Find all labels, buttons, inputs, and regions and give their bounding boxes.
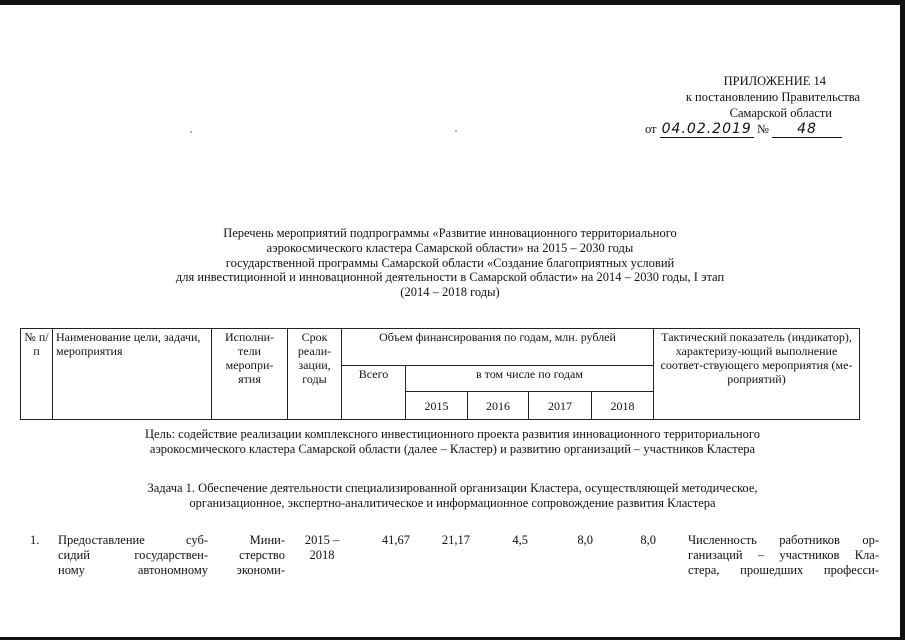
- header-total: Всего: [342, 366, 406, 420]
- row-executor: [217, 533, 285, 578]
- row-term-line-1: 2015 –: [304, 533, 340, 547]
- row-name-line-3: ному автономному: [58, 563, 208, 577]
- header-financing: Объем финансирования по годам, млн. рублей: [342, 329, 654, 366]
- header-indicator: Тактический показатель (индикатор), характеризу-ющий выполнение соответ-ствующего мероприятия (ме-роприятий): [654, 329, 860, 420]
- title-line-4: для инвестиционной и инновационной деятельности в Самарской области» на 2014 – 2030 годы, I этап: [175, 270, 725, 285]
- row-name-line-1: Предоставление суб-: [58, 533, 208, 547]
- header-term: Срок реали-зации, годы: [288, 329, 342, 420]
- row-name-line-2: сидий государствен-: [58, 548, 208, 562]
- goal-line-2: аэрокосмического кластера Самарской области (далее – Кластер) и развитию организаций – участников Кластера: [149, 441, 756, 456]
- title-line-2: аэрокосмического кластера Самарской области» на 2015 – 2030 годы: [266, 240, 634, 255]
- scan-speck: [190, 131, 192, 133]
- row-2017: 8,0: [577, 533, 593, 547]
- appendix-title: ПРИЛОЖЕНИЕ 14: [723, 74, 826, 88]
- title-line-3: государственной программы Самарской области «Создание благоприятных условий: [225, 255, 675, 270]
- appendix-resolution: к постановлению Правительства: [685, 90, 860, 104]
- row-term: [296, 533, 348, 563]
- row-2018: 8,0: [640, 533, 656, 547]
- scan-speck: [455, 130, 457, 132]
- task-line-1: Задача 1. Обеспечение деятельности специализированной организации Кластера, осуществляющей методическое,: [147, 481, 758, 495]
- task-text: [20, 481, 885, 510]
- row-total: 41,67: [381, 533, 410, 547]
- row-ind-line-2: ганизаций – участников Кла-: [688, 548, 879, 562]
- title-line-1: Перечень мероприятий подпрограммы «Развитие инновационного территориального: [223, 226, 677, 240]
- goal-line-1: Цель: содействие реализации комплексного инвестиционного проекта развития инновационного территориального: [145, 427, 760, 441]
- table-header: [20, 328, 860, 420]
- header-executors: Исполни-тели меропри-ятия: [212, 329, 288, 420]
- appendix-block: [600, 73, 860, 138]
- header-year-2016: 2016: [468, 392, 529, 420]
- date-handwritten: 04.02.2019: [661, 121, 752, 137]
- row-name: [58, 533, 208, 578]
- task-line-2: организационное, экспертно-аналитическое и информационное сопровождение развития Кластера: [189, 495, 716, 510]
- header-num: № п/п: [21, 329, 53, 420]
- scan-border-top: [0, 0, 905, 5]
- row-num: 1.: [30, 533, 40, 547]
- date-prefix: от: [644, 122, 657, 136]
- row-term-line-2: 2018: [309, 548, 335, 562]
- appendix-date-line: [600, 121, 860, 138]
- header-year-2018: 2018: [592, 392, 654, 420]
- row-exec-line-3: экономи-: [236, 563, 285, 577]
- row-exec-line-1: Мини-: [249, 533, 285, 547]
- row-2015: 21,17: [441, 533, 470, 547]
- scan-border-right: [900, 0, 905, 640]
- header-year-2017: 2017: [529, 392, 592, 420]
- number-handwritten: 48: [772, 121, 842, 138]
- number-prefix: №: [756, 122, 769, 136]
- appendix-region: Самарской области: [729, 106, 832, 120]
- row-exec-line-2: стерство: [239, 548, 285, 562]
- row-ind-line-1: Численность работников ор-: [688, 533, 879, 547]
- document-title: [90, 226, 810, 300]
- row-indicator: [688, 533, 879, 578]
- row-ind-line-3: стера, прошедших професси-: [688, 563, 879, 577]
- goal-text: [20, 427, 885, 456]
- header-by-years: в том числе по годам: [406, 366, 654, 392]
- header-year-2015: 2015: [406, 392, 468, 420]
- row-2016: 4,5: [512, 533, 528, 547]
- title-line-5: (2014 – 2018 годы): [400, 285, 500, 300]
- header-name: Наименование цели, задачи, мероприятия: [53, 329, 212, 420]
